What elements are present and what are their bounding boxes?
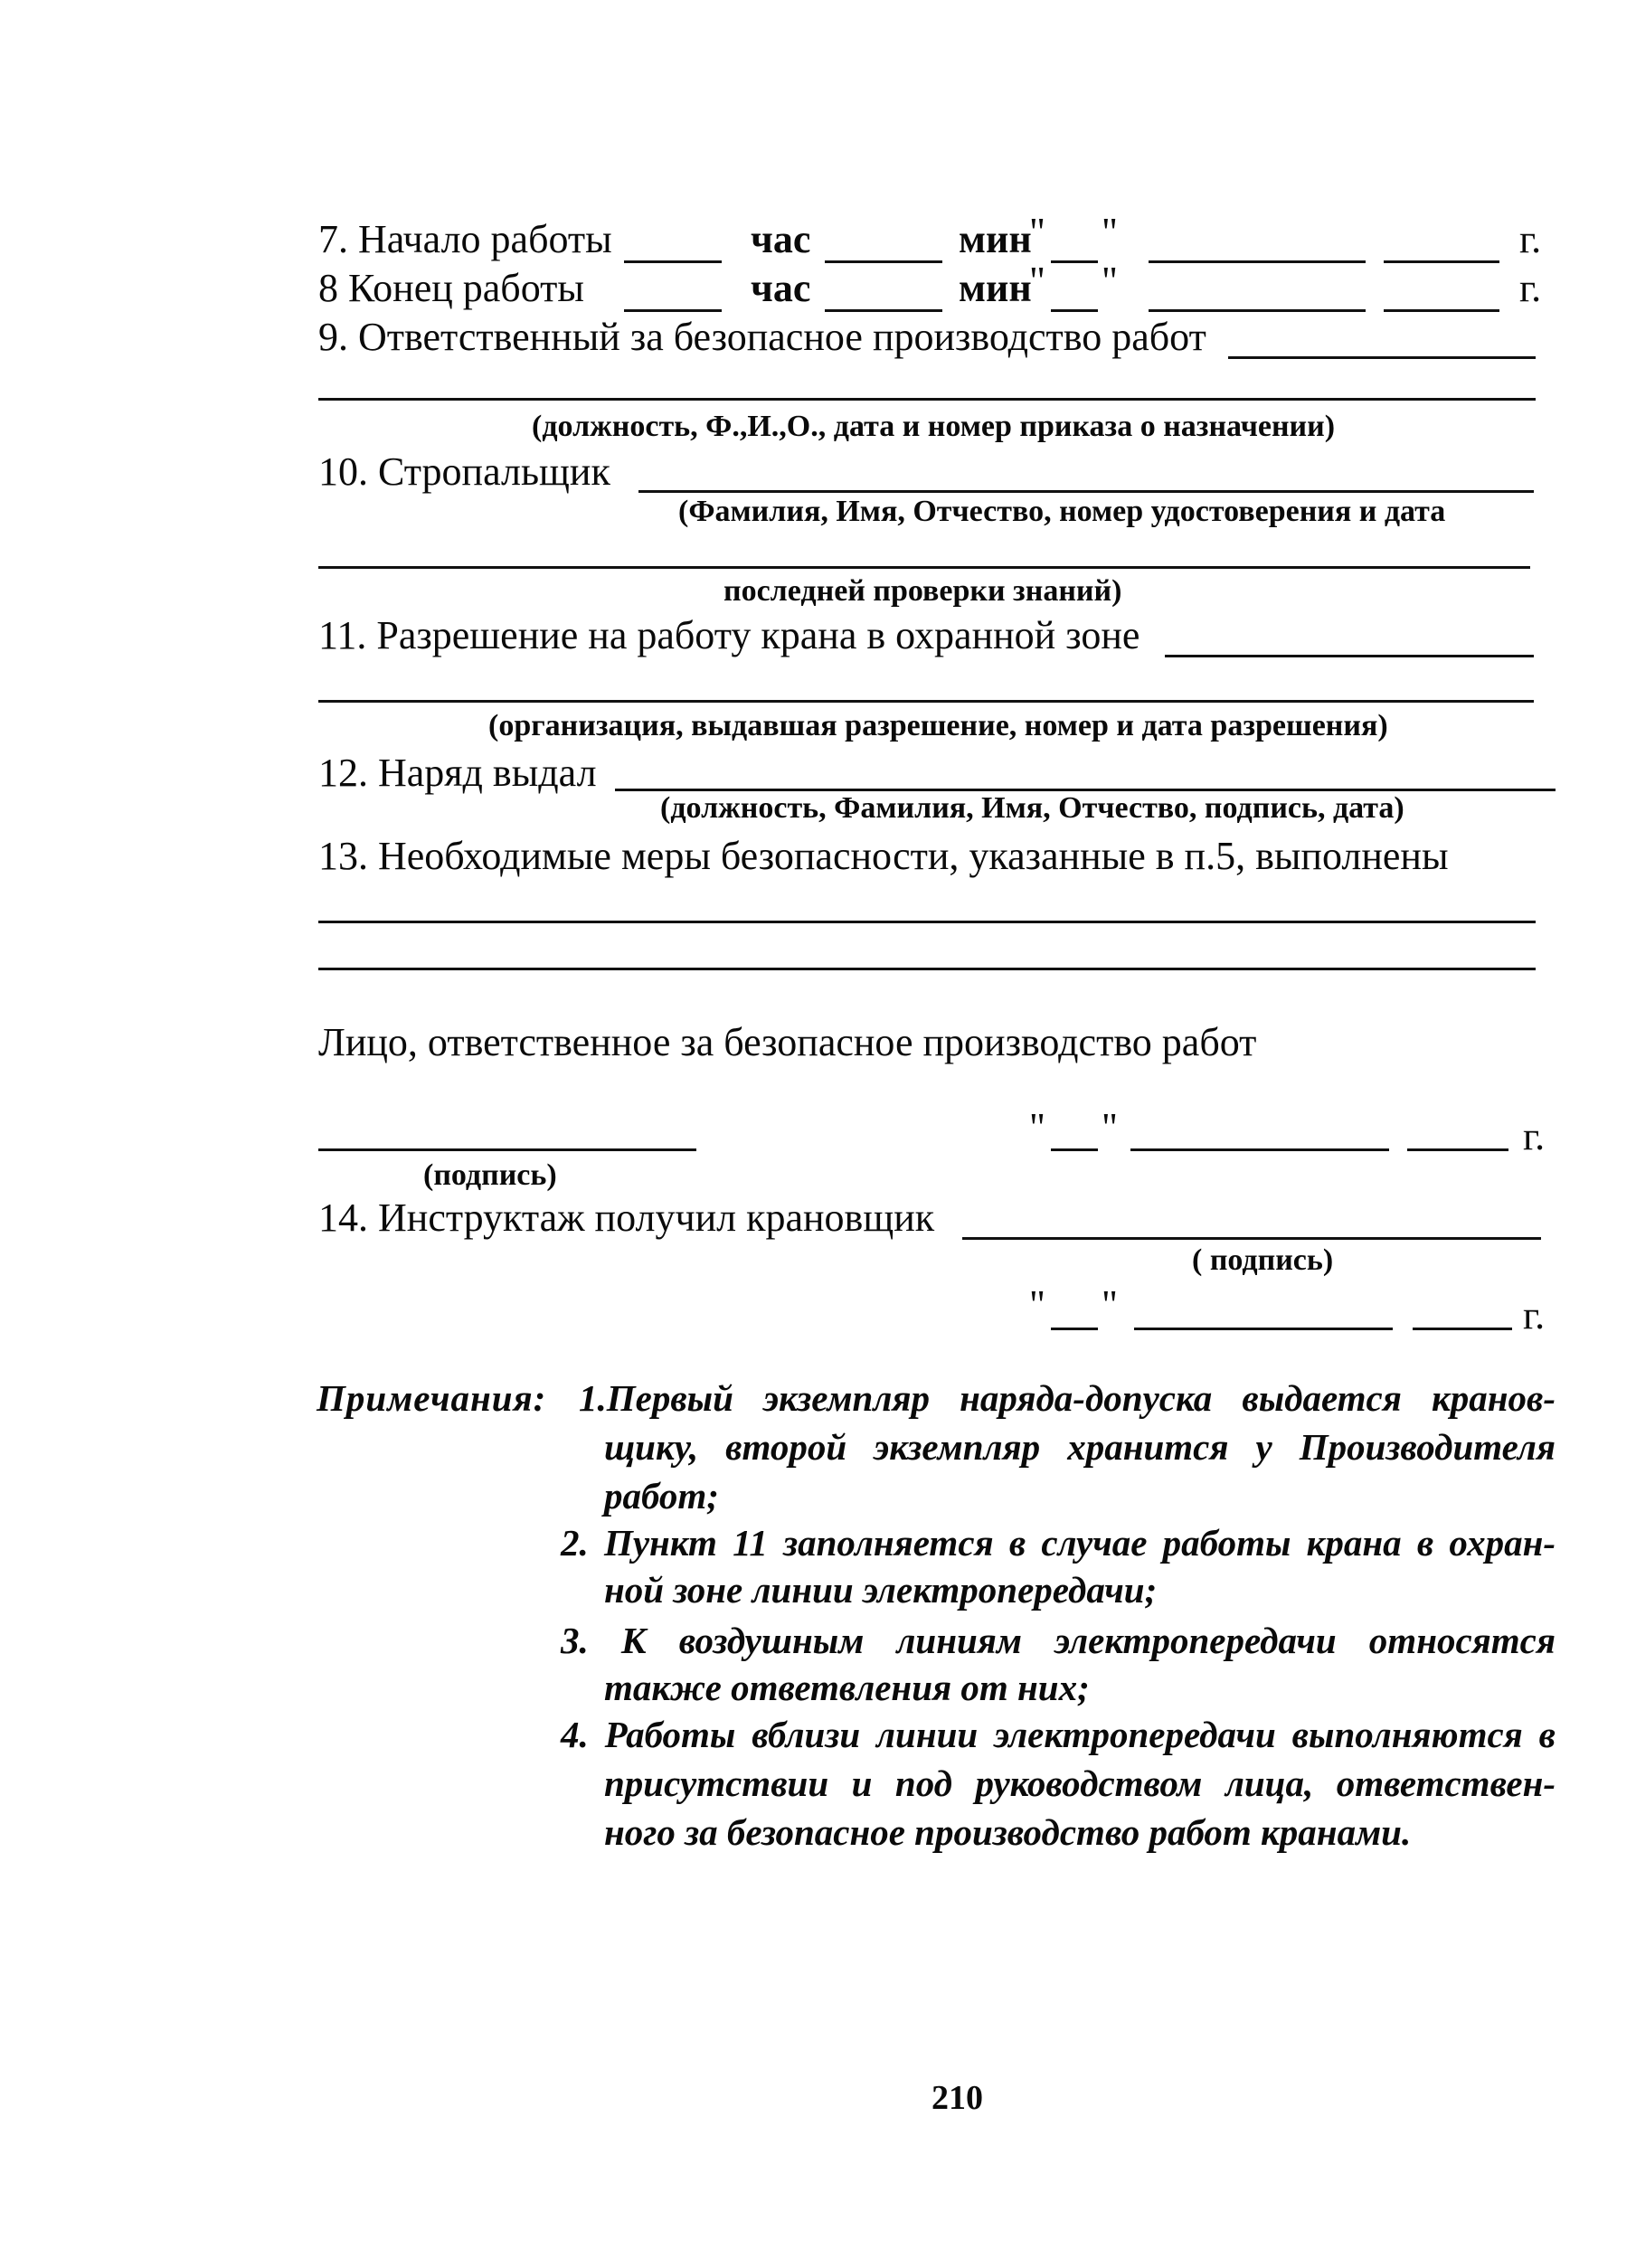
item10-caption-line1: (Фамилия, Имя, Отчество, номер удостоверения и дата bbox=[678, 495, 1446, 528]
responsible-signature-field[interactable] bbox=[318, 1148, 696, 1151]
item13-field-2[interactable] bbox=[318, 968, 1536, 970]
responsible-signature-caption: (подпись) bbox=[423, 1158, 557, 1192]
notes-heading: Примечания: bbox=[317, 1377, 547, 1419]
responsible-year-suffix: г. bbox=[1523, 1114, 1546, 1158]
item14-label: 14. Инструктаж получил крановщик bbox=[318, 1195, 935, 1240]
item14-quote-open: " bbox=[1029, 1282, 1045, 1327]
item12-label: 12. Наряд выдал bbox=[318, 751, 597, 795]
item8-year-suffix: г. bbox=[1519, 266, 1542, 310]
item8-year-field[interactable] bbox=[1384, 309, 1499, 312]
item8-min-field[interactable] bbox=[825, 309, 942, 312]
item14-day-field[interactable] bbox=[1051, 1328, 1098, 1330]
item7-min-field[interactable] bbox=[825, 260, 942, 263]
item7-year-field[interactable] bbox=[1384, 260, 1499, 263]
note-2-line2: ной зоне линии электропередачи; bbox=[604, 1569, 1158, 1611]
item13-label: 13. Необходимые меры безопасности, указанные в п.5, выполнены bbox=[318, 834, 1449, 878]
item7-label: 7. Начало работы bbox=[318, 217, 612, 261]
item9-field-full[interactable] bbox=[318, 398, 1536, 401]
item8-month-field[interactable] bbox=[1149, 309, 1366, 312]
item9-caption: (должность, Ф.,И.,О., дата и номер приказа о назначении) bbox=[532, 410, 1336, 443]
item11-field-inline[interactable] bbox=[1165, 655, 1534, 657]
note-3-line2: также ответвления от них; bbox=[604, 1667, 1090, 1708]
item8-hour-field[interactable] bbox=[624, 309, 722, 312]
item14-year-field[interactable] bbox=[1413, 1328, 1512, 1330]
note-4-line3: ного за безопасное производство работ кранами. bbox=[604, 1811, 1412, 1853]
page-number: 210 bbox=[931, 2079, 983, 2117]
item7-hour-unit: час bbox=[751, 217, 811, 261]
item14-month-field[interactable] bbox=[1134, 1328, 1393, 1330]
item7-day-field[interactable] bbox=[1051, 260, 1098, 263]
note-4-line1: 4. Работы вблизи линии электропередачи выполняются в bbox=[561, 1714, 1556, 1755]
item14-year-suffix: г. bbox=[1523, 1293, 1546, 1337]
item11-caption: (организация, выдавшая разрешение, номер и дата разрешения) bbox=[488, 709, 1388, 742]
note-3-line1: 3. К воздушным линиям электропередачи относятся bbox=[561, 1620, 1556, 1661]
item13-field-1[interactable] bbox=[318, 921, 1536, 923]
responsible-quote-open: " bbox=[1029, 1105, 1045, 1149]
responsible-quote-close: " bbox=[1102, 1105, 1118, 1149]
item7-min-unit: мин bbox=[959, 217, 1032, 261]
item12-caption: (должность, Фамилия, Имя, Отчество, подпись, дата) bbox=[660, 791, 1404, 825]
item14-signature-field[interactable] bbox=[962, 1237, 1541, 1240]
item14-quote-close: " bbox=[1102, 1282, 1118, 1327]
item9-label: 9. Ответственный за безопасное производство работ bbox=[318, 315, 1206, 359]
item7-hour-field[interactable] bbox=[624, 260, 722, 263]
item10-label: 10. Стропальщик bbox=[318, 449, 610, 494]
note-1-line3: работ; bbox=[604, 1475, 719, 1517]
item7-year-suffix: г. bbox=[1519, 217, 1542, 261]
item14-signature-caption: ( подпись) bbox=[1192, 1243, 1334, 1277]
item7-quote-close: " bbox=[1102, 210, 1118, 254]
responsible-month-field[interactable] bbox=[1130, 1148, 1389, 1151]
note-1-line2: щику, второй экземпляр хранится у Производителя bbox=[604, 1426, 1556, 1468]
item8-label: 8 Конец работы bbox=[318, 266, 584, 310]
item8-quote-open: " bbox=[1029, 259, 1045, 303]
item8-min-unit: мин bbox=[959, 266, 1032, 310]
responsible-year-field[interactable] bbox=[1407, 1148, 1508, 1151]
item7-month-field[interactable] bbox=[1149, 260, 1366, 263]
note-2-line1: 2. Пункт 11 заполняется в случае работы крана в охран- bbox=[561, 1522, 1556, 1564]
responsible-day-field[interactable] bbox=[1051, 1148, 1098, 1151]
item10-field-full[interactable] bbox=[318, 566, 1530, 569]
responsible-label: Лицо, ответственное за безопасное производство работ bbox=[318, 1020, 1257, 1064]
item9-field-inline[interactable] bbox=[1228, 356, 1536, 359]
item10-caption-line2: последней проверки знаний) bbox=[723, 574, 1122, 608]
note-1-line1: 1.Первый экземпляр наряда-допуска выдается кранов- bbox=[579, 1377, 1556, 1419]
item8-quote-close: " bbox=[1102, 259, 1118, 303]
item7-quote-open: " bbox=[1029, 210, 1045, 254]
item8-day-field[interactable] bbox=[1051, 309, 1098, 312]
note-4-line2: присутствии и под руководством лица, ответствен- bbox=[604, 1762, 1556, 1804]
item11-label: 11. Разрешение на работу крана в охранной зоне bbox=[318, 613, 1140, 657]
item11-field-full[interactable] bbox=[318, 700, 1534, 703]
item10-field-inline[interactable] bbox=[638, 490, 1534, 493]
item8-hour-unit: час bbox=[751, 266, 811, 310]
